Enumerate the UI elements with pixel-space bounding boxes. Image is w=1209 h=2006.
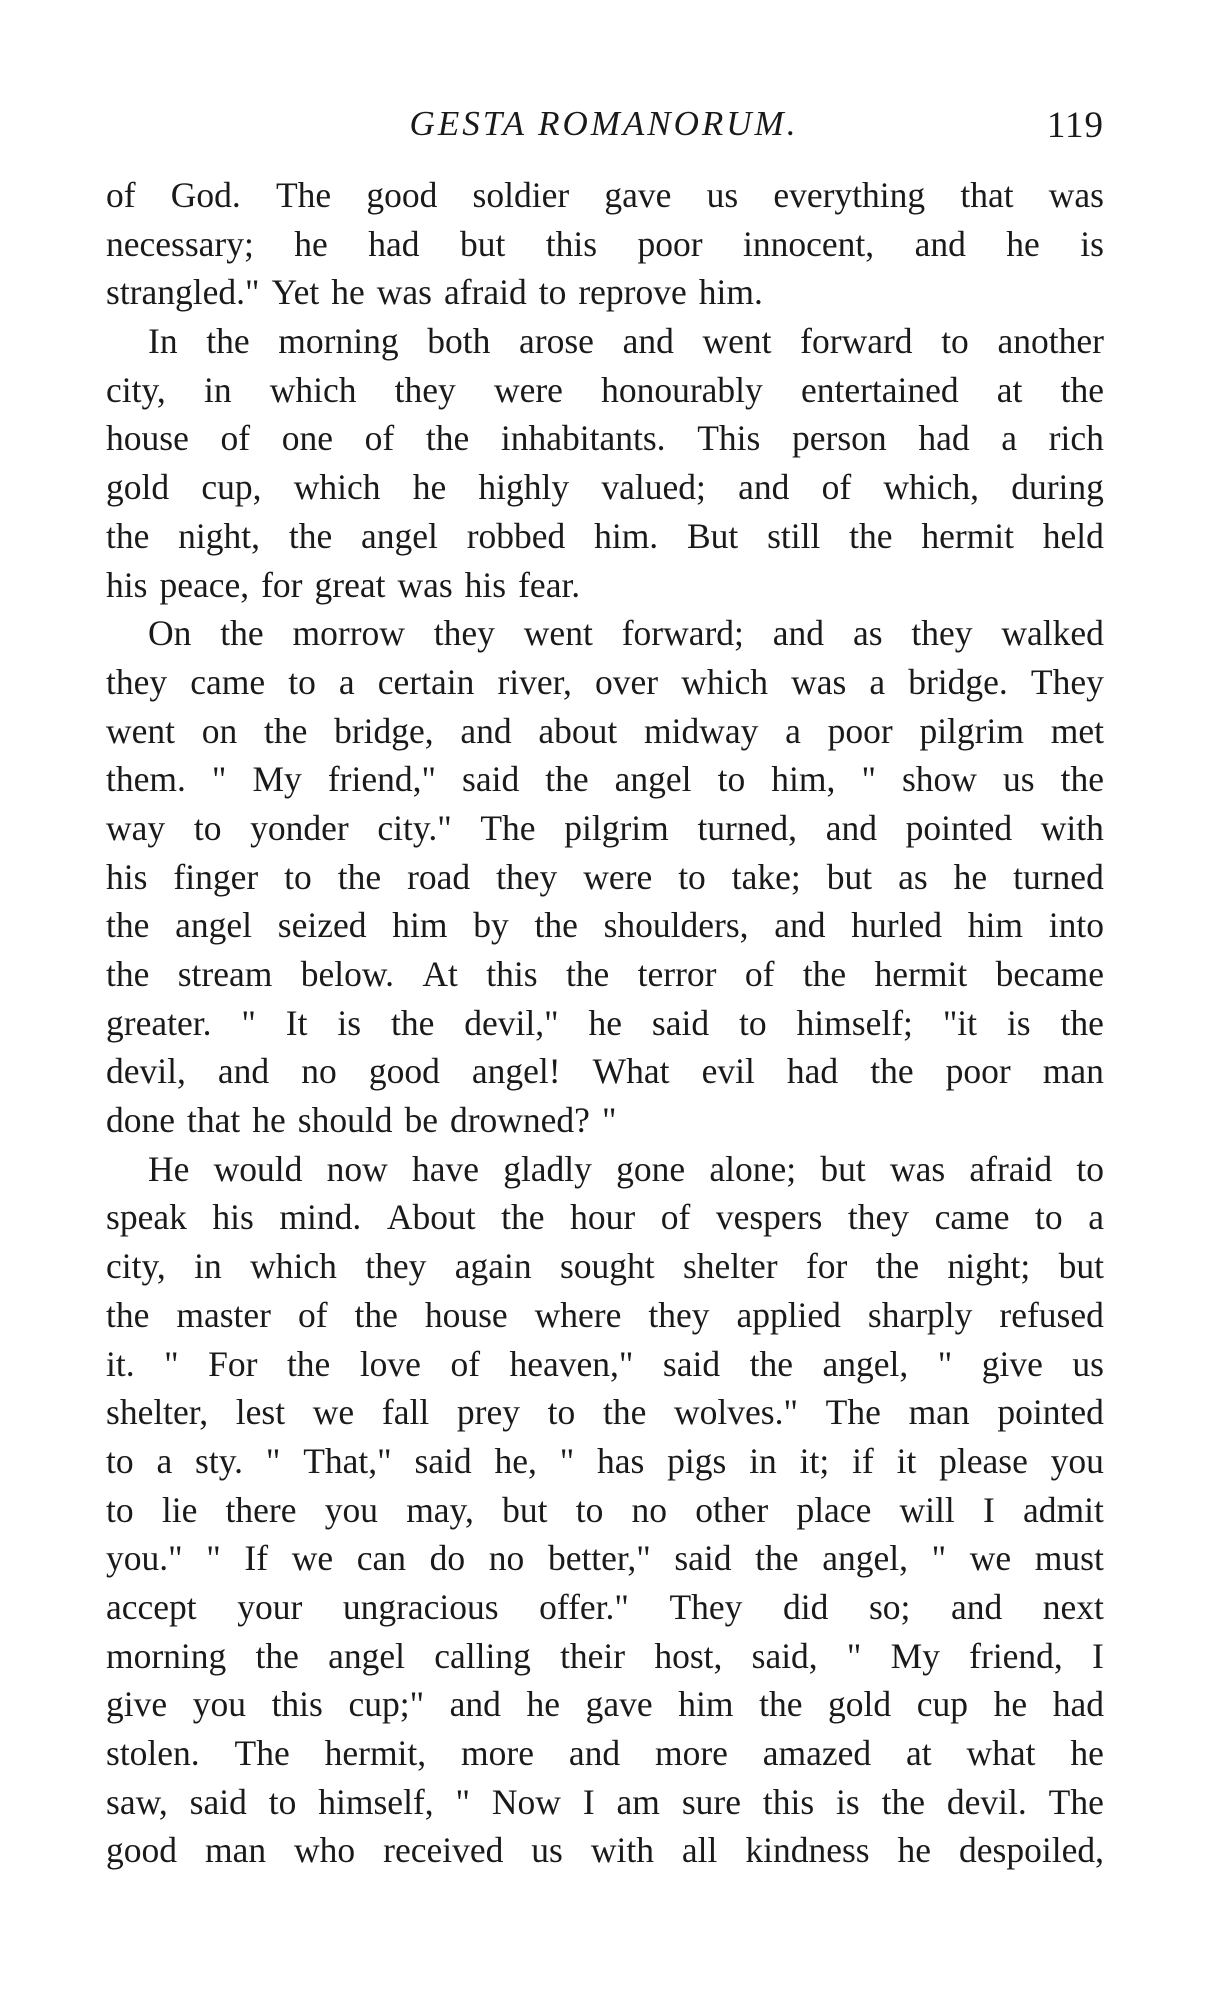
body-text — [106, 171, 1104, 1875]
running-head — [104, 96, 1104, 152]
text-line: morning the angel calling their host, said, " My friend, I — [106, 1635, 1104, 1676]
text-line: give you this cup;" and he gave him the gold cup he had — [106, 1684, 1104, 1725]
text-line: went on the bridge, and about midway a poor pilgrim met — [106, 710, 1104, 751]
text-line: they came to a certain river, over which was a bridge. They — [106, 661, 1104, 702]
paragraph — [106, 171, 1104, 317]
text-line: speak his mind. About the hour of vespers they came to a — [106, 1197, 1104, 1238]
text-line: city, in which they were honourably entertained at the — [106, 369, 1104, 410]
text-line: house of one of the inhabitants. This person had a rich — [106, 418, 1104, 459]
text-line: of God. The good soldier gave us everything that was — [106, 175, 1104, 215]
paragraph — [106, 317, 1104, 609]
text-line: stolen. The hermit, more and more amazed at what he — [106, 1733, 1104, 1773]
running-title: GESTA ROMANORUM. — [409, 104, 799, 143]
text-line: his finger to the road they were to take; but as he turned — [106, 856, 1104, 897]
text-line: his peace, for great was his fear. — [106, 564, 581, 605]
text-line: the angel seized him by the shoulders, and hurled him into — [106, 905, 1104, 946]
text-line: to lie there you may, but to no other place will I admit — [106, 1489, 1104, 1530]
paragraph — [106, 1145, 1104, 1875]
text-line: the stream below. At this the terror of the hermit became — [106, 954, 1104, 994]
text-line: In the morning both arose and went forward to another — [148, 321, 1104, 362]
text-line: the master of the house where they applied sharply refused — [106, 1294, 1104, 1335]
text-line: the night, the angel robbed him. But still the hermit held — [106, 515, 1104, 556]
text-line: shelter, lest we fall prey to the wolves." The man pointed — [106, 1392, 1104, 1433]
page-number: 119 — [1046, 105, 1104, 146]
text-line: them. " My friend," said the angel to him, " show us the — [106, 759, 1104, 800]
text-line: saw, said to himself, " Now I am sure this is the devil. The — [106, 1781, 1104, 1822]
text-line: He would now have gladly gone alone; but was afraid to — [148, 1148, 1104, 1189]
text-line: devil, and no good angel! What evil had the poor man — [106, 1051, 1104, 1092]
text-line: to a sty. " That," said he, " has pigs in it; if it please you — [106, 1440, 1104, 1481]
text-line: way to yonder city." The pilgrim turned, and pointed with — [106, 807, 1104, 848]
text-line: necessary; he had but this poor innocent, and he is — [106, 223, 1104, 264]
text-line: accept your ungracious offer." They did so; and next — [106, 1586, 1104, 1627]
text-line: gold cup, which he highly valued; and of which, during — [106, 467, 1104, 508]
text-line: good man who received us with all kindness he despoiled, — [106, 1830, 1104, 1871]
text-line: greater. " It is the devil," he said to himself; "it is the — [106, 1002, 1104, 1043]
text-line: On the morrow they went forward; and as they walked — [148, 613, 1104, 654]
paragraph — [106, 609, 1104, 1145]
text-line: you." " If we can do no better," said the angel, " we must — [106, 1538, 1104, 1579]
text-line: city, in which they again sought shelter for the night; but — [106, 1246, 1104, 1287]
text-line: strangled." Yet he was afraid to reprove him. — [106, 272, 763, 313]
text-line: done that he should be drowned? " — [106, 1100, 617, 1141]
text-line: it. " For the love of heaven," said the angel, " give us — [106, 1343, 1104, 1384]
